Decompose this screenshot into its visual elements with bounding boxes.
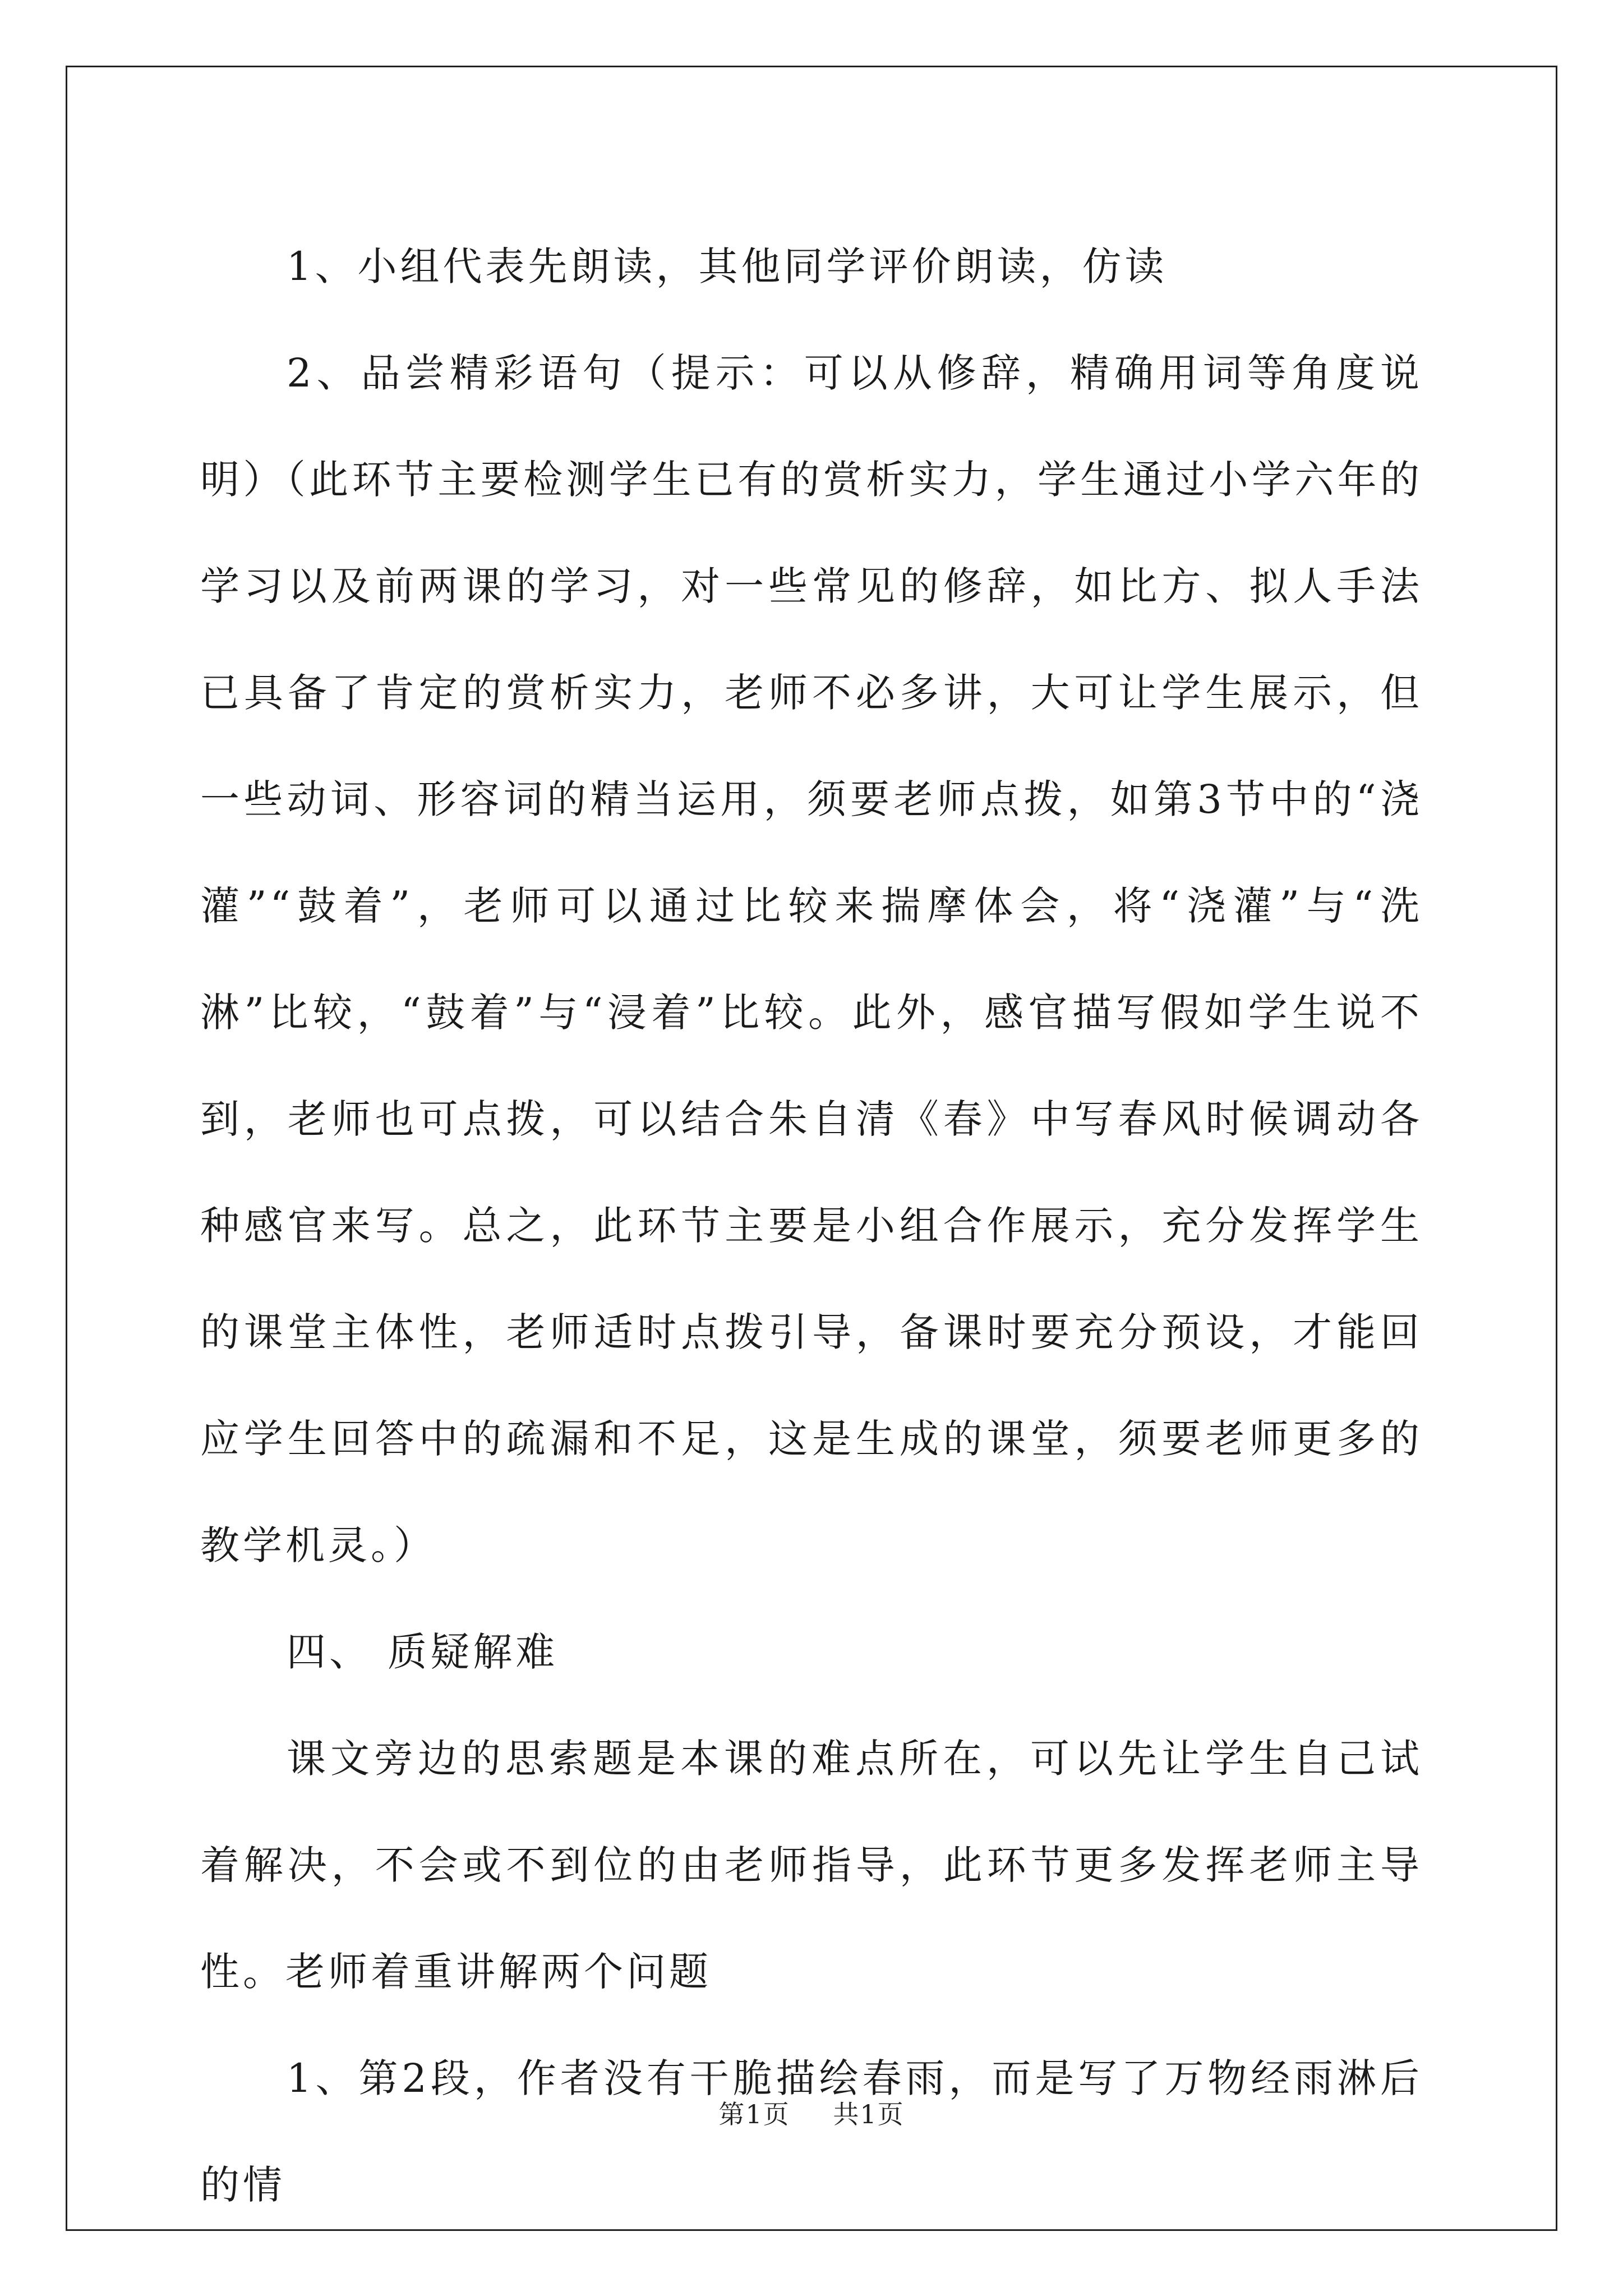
paragraph-2: 2、品尝精彩语句（提示：可以从修辞，精确用词等角度说明）（此环节主要检测学生已有的赏析实力，学生通过小学六年的学习以及前两课的学习，对一些常见的修辞，如比方、拟人手法已具备了肯定的赏析实力，老师不必多讲，大可让学生展示，但一些动词、形容词的精当运用，须要老师点拨，如第3节中的“浇灌”“鼓着”，老师可以通过比较来揣摩体会，将“浇灌”与“洗淋”比较，“鼓着”与“浸着”比较。此外，感官描写假如学生说不到，老师也可点拨，可以结合朱自清《春》中写春风时候调动各种感官来写。总之，此环节主要是小组合作展示，充分发挥学生的课堂主体性，老师适时点拨引导，备课时要充分预设，才能回应学生回答中的疏漏和不足，这是生成的课堂，须要老师更多的教学机灵。） [200,350,1423,1568]
page-number-current: 第1页 [718,2099,790,2129]
page-footer [0,2094,1623,2131]
document-body [200,213,1423,2238]
paragraph-3: 课文旁边的思索题是本课的难点所在，可以先让学生自己试着解决，不会或不到位的由老师指导，此环节更多发挥老师主导性。老师着重讲解两个问题 [200,1736,1423,1995]
paragraph-4: 1、第2段，作者没有干脆描绘春雨，而是写了万物经雨淋后的情 [200,2055,1423,2208]
paragraph-1: 1、小组代表先朗读，其他同学评价朗读，仿读 [287,243,1168,289]
section-heading: 四、 质疑解难 [287,1629,559,1675]
page-number-total: 共1页 [833,2099,905,2129]
